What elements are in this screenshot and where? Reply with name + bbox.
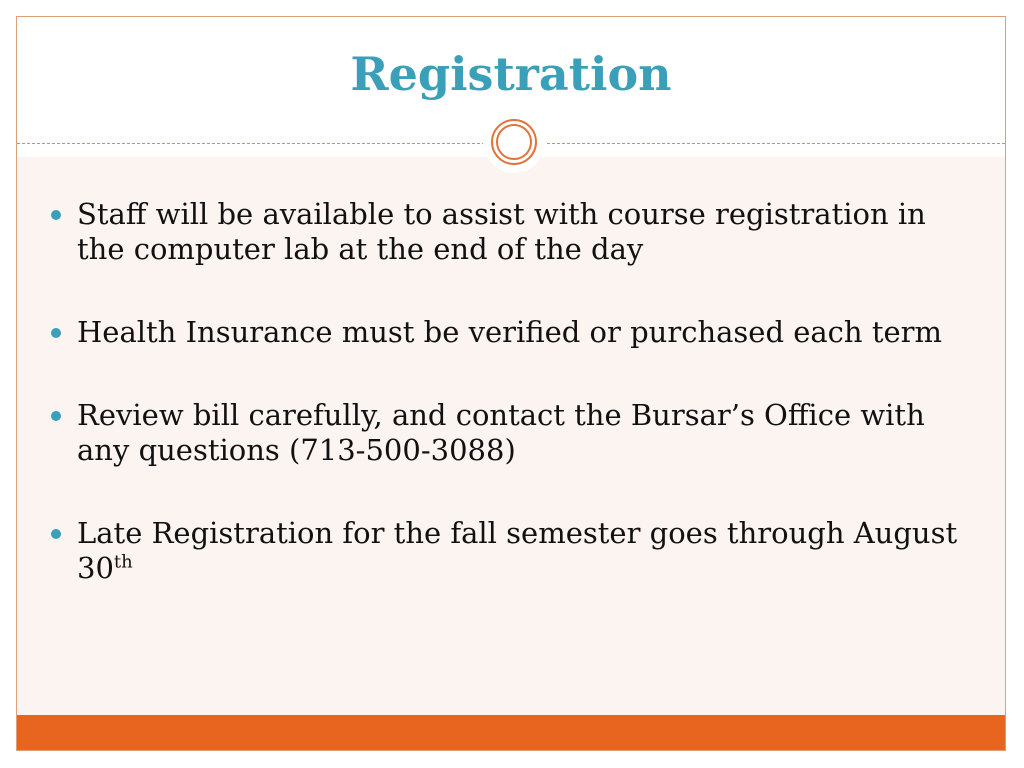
bullet-dot-icon: [51, 210, 61, 220]
bullet-dot-icon: [51, 411, 61, 421]
bullet-text-with-superscript: [77, 516, 957, 585]
bullet-text: Review bill carefully, and contact the Bursar’s Office with any questions (713-500-3088): [77, 398, 925, 467]
circle-ornament-icon: [483, 111, 545, 173]
ornament-outer-ring: [491, 119, 537, 165]
bullet-dot-icon: [51, 328, 61, 338]
slide: [16, 16, 1006, 751]
footer-accent-bar: [17, 715, 1005, 750]
ornament-inner-ring: [496, 124, 532, 160]
bullet-item: [51, 516, 981, 586]
slide-title: Registration: [350, 47, 672, 101]
bullet-text: Staff will be available to assist with course registration in the computer lab at the end of the day: [77, 197, 926, 266]
bullet-list: [51, 197, 981, 634]
bullet-item: [51, 197, 981, 267]
bullet-item: [51, 398, 981, 468]
bullet-text: Health Insurance must be verified or purchased each term: [77, 315, 943, 349]
bullet-item: [51, 315, 981, 350]
bullet-dot-icon: [51, 529, 61, 539]
bullet-text: Late Registration for the fall semester goes through August 30: [77, 516, 958, 585]
ordinal-superscript: th: [113, 551, 133, 573]
